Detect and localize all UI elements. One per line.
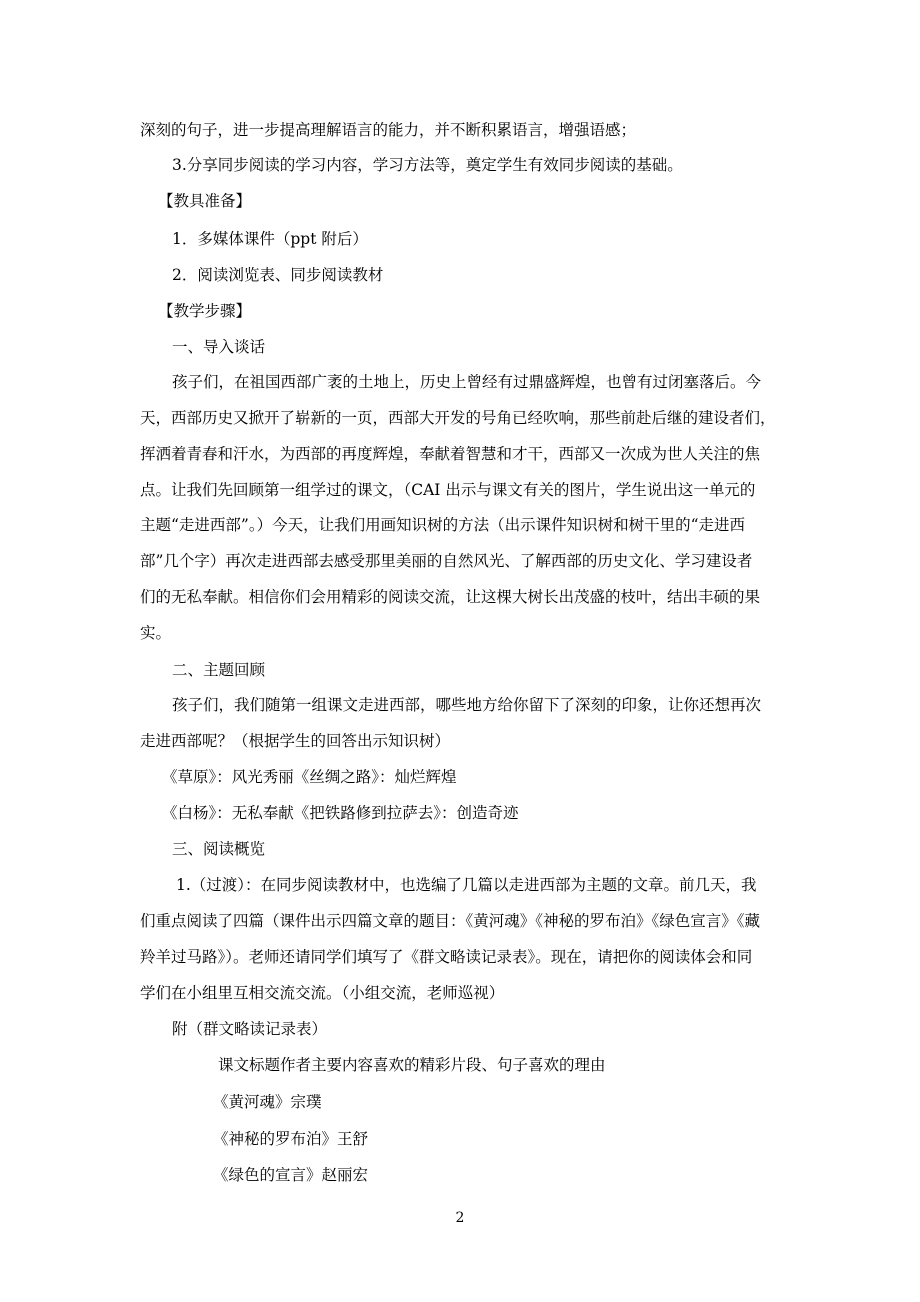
paragraph-line: 3.分享同步阅读的学习内容，学习方法等，奠定学生有效同步阅读的基础。 <box>172 156 683 174</box>
section-heading: 一、导入谈话 <box>172 338 266 356</box>
paragraph-line: 学们在小组里互相交流交流。（小组交流，老师巡视） <box>140 984 505 1002</box>
paragraph-line: 羚羊过马路》）。老师还请同学们填写了《群文略读记录表》。现在，请把你的阅读体会和同 <box>140 948 753 966</box>
paragraph-line: 深刻的句子，进一步提高理解语言的能力，并不断积累语言，增强语感； <box>140 121 637 139</box>
paragraph-line: 天，西部历史又掀开了崭新的一页，西部大开发的号角已经吹响，那些前赴后继的建设者们， <box>140 409 776 427</box>
table-row: 《神秘的罗布泊》王舒 <box>213 1130 369 1148</box>
paragraph-line: 主题“走进西部”。）今天，让我们用画知识树的方法（出示课件知识树和树干里的“走进西 <box>140 516 746 534</box>
paragraph-line: 们重点阅读了四篇（课件出示四篇文章的题目：《黄河魂》《神秘的罗布泊》《绿色宣言》《藏 <box>140 912 761 930</box>
table-row: 《黄河魂》宗璞 <box>213 1093 322 1111</box>
list-item: 《白杨》：无私奉献《把铁路修到拉萨去》：创造奇迹 <box>162 804 519 822</box>
section-heading: 二、主题回顾 <box>172 661 266 679</box>
paragraph-line: 实。 <box>140 624 172 642</box>
section-heading: 三、阅读概览 <box>172 840 266 858</box>
section-heading: 【教具准备】 <box>158 192 252 210</box>
paragraph-line: 们的无私奉献。相信你们会用精彩的阅读交流，让这棵大树长出茂盛的枝叶，结出丰硕的果 <box>140 588 761 606</box>
paragraph-line: 附（群文略读记录表） <box>172 1020 328 1038</box>
list-item: 1．多媒体课件（ppt 附后） <box>172 230 368 248</box>
table-header-line: 课文标题作者主要内容喜欢的精彩片段、句子喜欢的理由 <box>218 1056 606 1074</box>
paragraph-line: 孩子们，我们随第一组课文走进西部，哪些地方给你留下了深刻的印象，让你还想再次 <box>172 696 762 714</box>
paragraph-line: 孩子们，在祖国西部广袤的土地上，历史上曾经有过鼎盛辉煌，也曾有过闭塞落后。今 <box>172 373 762 391</box>
list-item: 《草原》：风光秀丽《丝绸之路》：灿烂辉煌 <box>162 768 457 786</box>
page-number: 2 <box>455 1210 465 1226</box>
table-row: 《绿色的宣言》赵丽宏 <box>213 1166 369 1184</box>
section-heading: 【教学步骤】 <box>158 302 252 320</box>
paragraph-line: 走进西部呢？（根据学生的回答出示知识树） <box>140 732 451 750</box>
paragraph-line: 1.（过渡）：在同步阅读教材中，也选编了几篇以走进西部为主题的文章。前几天，我 <box>176 876 757 894</box>
paragraph-line: 部”几个字）再次走进西部去感受那里美丽的自然风光、了解西部的历史文化、学习建设者 <box>140 552 753 570</box>
paragraph-line: 挥洒着青春和汗水，为西部的再度辉煌，奉献着智慧和才干，西部又一次成为世人关注的焦 <box>140 445 761 463</box>
list-item: 2．阅读浏览表、同步阅读教材 <box>172 266 384 284</box>
paragraph-line: 点。让我们先回顾第一组学过的课文，（CAI 出示与课文有关的图片，学生说出这一单元的 <box>140 481 756 499</box>
